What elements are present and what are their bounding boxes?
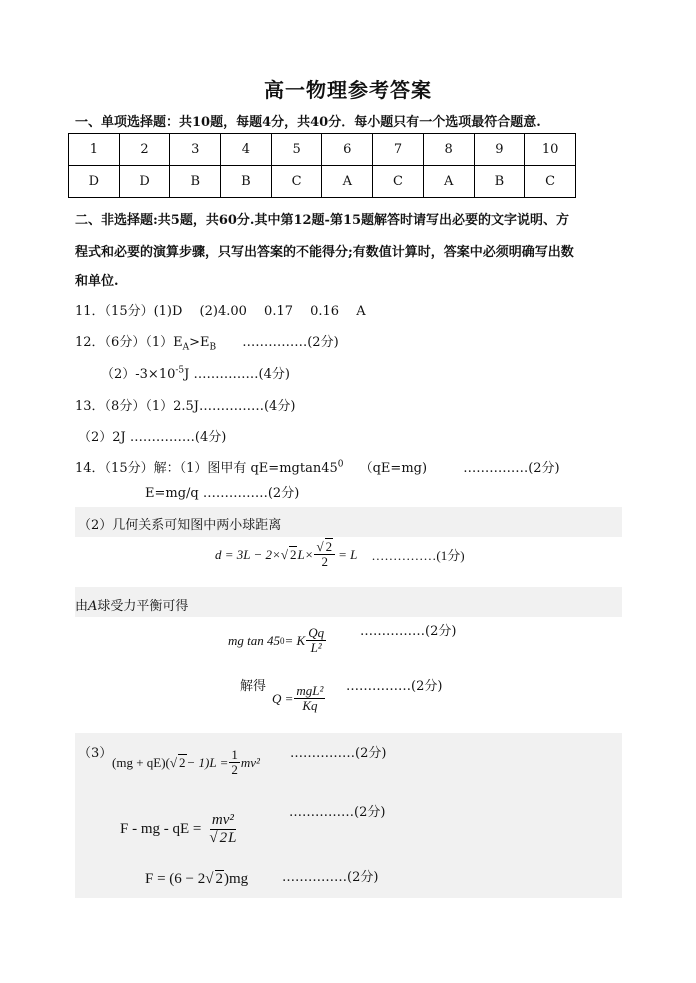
- q12-score: ……………(2分): [242, 335, 339, 350]
- table-cell: B: [221, 166, 272, 198]
- table-cell: A: [322, 166, 373, 198]
- section1-heading: 一、单项选择题：共10题，每题4分，共40分．每小题只有一个选项最符合题意.: [75, 115, 541, 130]
- e1-num: 1: [231, 747, 238, 762]
- bal-fraction: [306, 626, 326, 656]
- e2-den-sqrt: 2: [219, 829, 228, 846]
- q14-line1-exp: 0: [337, 459, 344, 470]
- q12-sub-a: A: [182, 342, 190, 353]
- page-title: 高一物理参考答案: [264, 78, 432, 102]
- table-cell: 3: [170, 134, 221, 166]
- e1-den: 2: [231, 762, 238, 778]
- sqrt-symbol: √: [205, 870, 214, 887]
- table-cell: 10: [525, 134, 576, 166]
- sqrt-symbol: √: [209, 829, 218, 846]
- q-den: Kq: [302, 698, 318, 714]
- q-fraction: [294, 684, 325, 714]
- energy-formula: [112, 748, 260, 778]
- table-cell: B: [170, 166, 221, 198]
- e1-mid: − 1)L =: [186, 754, 229, 770]
- part3-label: （3）: [78, 746, 113, 761]
- q12-line2-prefix: （2）-3×10: [101, 367, 176, 382]
- e2-lhs: F - mg - qE =: [120, 820, 202, 837]
- force-formula: [120, 812, 239, 846]
- q13-line2: （2）2J ……………(4分): [78, 430, 227, 445]
- solve-score: ……………(2分): [346, 679, 443, 694]
- section2-line: 和单位.: [75, 274, 119, 289]
- table-cell: 2: [119, 134, 170, 166]
- q12-line2-unit: J ……………(4分): [184, 367, 290, 382]
- table-cell: 8: [423, 134, 474, 166]
- answer-table: [68, 133, 576, 198]
- section2-line: 二、非选择题:共5题，共60分.其中第12题-第15题解答时请写出必要的文字说明、方: [75, 213, 570, 228]
- d-sqrt-arg: 2: [289, 547, 297, 563]
- balance-heading: [75, 595, 188, 614]
- bal-den: L²: [310, 640, 322, 656]
- table-cell: B: [474, 166, 525, 198]
- table-cell: 1: [69, 134, 120, 166]
- table-cell: D: [119, 166, 170, 198]
- e2-num: mv²: [211, 812, 234, 828]
- e1-fraction: [229, 748, 240, 778]
- e1-lhs: (mg + qE)(: [112, 754, 170, 770]
- table-row-numbers: [69, 134, 576, 166]
- balance-score: ……………(2分): [360, 624, 457, 639]
- p3-score2: ……………(2分): [289, 805, 386, 820]
- table-cell: 6: [322, 134, 373, 166]
- bal-num: Qq: [308, 625, 325, 640]
- q-lhs: Q =: [272, 690, 294, 706]
- e2-fraction: [207, 812, 238, 846]
- d-mid: L×: [297, 546, 314, 562]
- table-cell: C: [525, 166, 576, 198]
- table-cell: 4: [221, 134, 272, 166]
- q12-prefix: 12．（6分）（1）E: [75, 335, 183, 350]
- q12-line2-exp: -5: [175, 365, 185, 376]
- q12-line2: [101, 363, 290, 382]
- q-num: mgL²: [296, 683, 324, 698]
- table-cell: A: [423, 166, 474, 198]
- q14-line1: [75, 457, 560, 476]
- table-cell: 7: [373, 134, 424, 166]
- d-rhs: = L: [338, 546, 358, 562]
- sqrt-symbol: √: [316, 539, 324, 554]
- bal-exp: 0: [280, 635, 285, 646]
- balance-heading-text: 由: [75, 599, 89, 614]
- q-formula: [272, 684, 326, 714]
- e1-sqrt-arg: 2: [179, 755, 186, 771]
- q12-sub-b: B: [209, 342, 217, 353]
- q14-line1-prefix: 14．（15分）解：（1）图甲有 qE=mgtan45: [75, 461, 338, 476]
- result-formula: [145, 870, 248, 888]
- q12-mid: >E: [189, 335, 210, 350]
- e2-den-rest: L: [228, 829, 237, 846]
- q12-line1: [75, 331, 339, 353]
- balance-var: A: [88, 599, 98, 614]
- d-frac-den: 2: [321, 554, 329, 570]
- table-cell: 5: [271, 134, 322, 166]
- q14-line1-score: ……………(2分): [463, 461, 560, 476]
- d-lhs: d = 3L − 2×: [215, 546, 281, 562]
- table-cell: C: [271, 166, 322, 198]
- p3-score3: ……………(2分): [282, 870, 379, 885]
- distance-formula: [215, 540, 465, 570]
- bal-mid: = K: [284, 632, 306, 648]
- e1-rhs: mv²: [240, 754, 260, 770]
- distance-score: ……………(1分): [371, 548, 465, 564]
- q14-line1-paren: （qE=mg): [359, 461, 428, 476]
- sqrt-symbol: √: [169, 754, 178, 770]
- q14-line2: E=mg/q ……………(2分): [145, 486, 300, 501]
- p3-score1: ……………(2分): [290, 746, 387, 761]
- e3-rhs: )mg: [224, 870, 249, 887]
- table-cell: D: [69, 166, 120, 198]
- table-cell: 9: [474, 134, 525, 166]
- e3-lhs: F = (6 − 2: [145, 870, 206, 887]
- balance-heading-rest: 球受力平衡可得: [97, 599, 189, 614]
- section2-line: 程式和必要的演算步骤，只写出答案的不能得分;有数值计算时，答案中必须明确写出数: [75, 245, 574, 260]
- table-cell: C: [373, 166, 424, 198]
- bal-lhs: mg tan 45: [228, 632, 280, 648]
- d-fraction: [314, 540, 335, 570]
- d-frac-num: 2: [325, 539, 333, 554]
- solve-label: 解得: [240, 679, 267, 694]
- q14-part2-heading: （2）几何关系可知图中两小球距离: [78, 518, 282, 533]
- balance-formula: [228, 626, 327, 656]
- q11-answer: 11．（15分）(1)D (2)4.00 0.17 0.16 A: [75, 304, 366, 319]
- e3-sqrt: 2: [215, 871, 223, 887]
- sqrt-symbol: √: [280, 546, 288, 562]
- q13-line1: 13．（8分）（1）2.5J……………(4分): [75, 399, 296, 414]
- table-row-answers: [69, 166, 576, 198]
